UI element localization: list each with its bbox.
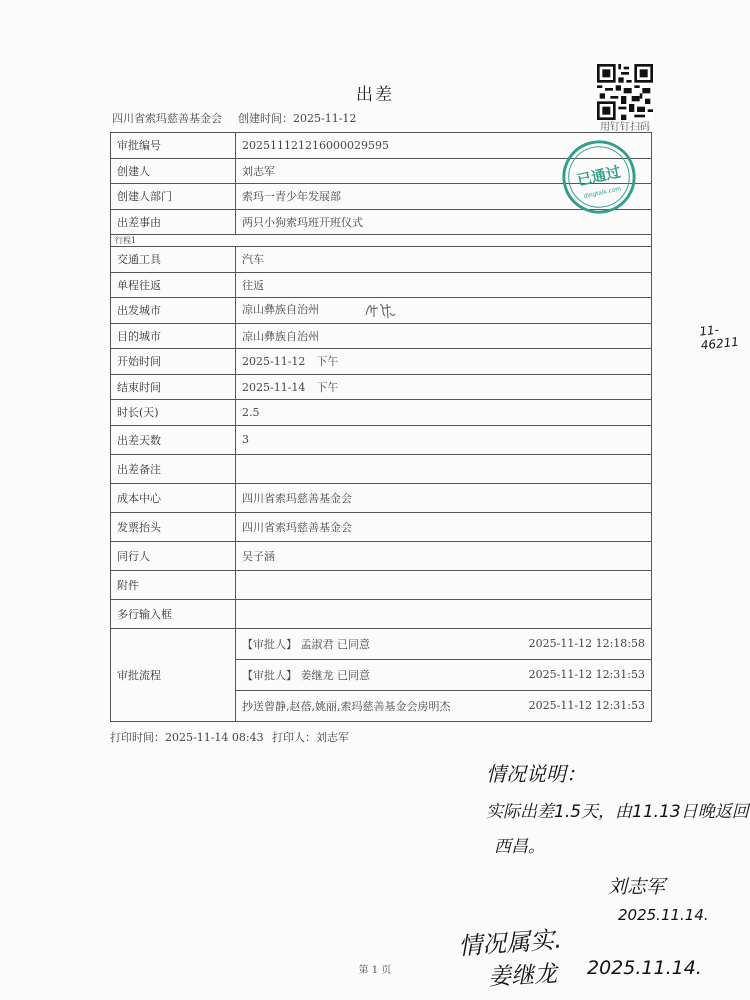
stamp-subtext: dingtalk.com: [583, 186, 622, 201]
print-time: 打印时间：2025-11-14 08:43: [110, 731, 264, 744]
itinerary-label: 行程1: [111, 235, 652, 247]
field-label: 同行人: [111, 541, 236, 570]
form-row: [111, 512, 652, 541]
field-label: 开始时间: [111, 349, 236, 375]
created-time: 创建时间：2025-11-12: [238, 112, 357, 125]
field-value: 2025-11-12 下午: [236, 349, 652, 375]
form-row: [111, 483, 652, 512]
field-label: 创建人部门: [111, 184, 236, 210]
handwritten-signature-1: 刘志军: [608, 876, 666, 898]
field-value: [236, 298, 652, 324]
form-row: [111, 599, 652, 628]
itinerary-header-row: [111, 235, 652, 247]
field-value: 四川省索玛慈善基金会: [236, 483, 652, 512]
handwritten-confirmation: 情况属实.: [457, 925, 563, 961]
approval-step: [236, 660, 651, 691]
field-value: 四川省索玛慈善基金会: [236, 512, 652, 541]
field-label: 发票抬头: [111, 512, 236, 541]
document-title: 出差: [356, 85, 394, 105]
approval-step-text: 抄送曾静,赵蓓,姚丽,索玛慈善基金会房明杰: [242, 699, 451, 713]
approval-flow-row: [111, 628, 652, 721]
approval-step-text: 【审批人】 孟淑君 已同意: [242, 637, 370, 651]
page-number: 第 1 页: [358, 965, 392, 976]
field-value: 两只小狗索玛班开班仪式: [236, 209, 652, 235]
form-row: [111, 541, 652, 570]
field-label: 出差事由: [111, 209, 236, 235]
form-row: [111, 400, 652, 426]
field-value: 刘志军: [236, 158, 652, 184]
qr-code-icon: [597, 64, 653, 120]
field-label: 交通工具: [111, 247, 236, 273]
form-row: [111, 425, 652, 454]
form-row: [111, 323, 652, 349]
field-label: 出发城市: [111, 298, 236, 324]
handwritten-date-1: 2025.11.14.: [618, 906, 709, 924]
field-value: [236, 570, 652, 599]
form-row: [111, 374, 652, 400]
field-label: 审批编号: [111, 133, 236, 159]
field-label: 单程往返: [111, 272, 236, 298]
field-label: 审批流程: [111, 628, 236, 721]
field-value: 往返: [236, 272, 652, 298]
approval-step: [236, 691, 651, 721]
field-value: 202511121216000029595: [236, 133, 652, 159]
approved-stamp: [553, 131, 646, 224]
field-value: 索玛一青少年发展部: [236, 184, 652, 210]
field-value: 凉山彝族自治州: [236, 323, 652, 349]
approval-step-time: 2025-11-12 12:31:53: [528, 668, 645, 681]
print-person: 打印人：刘志军: [272, 731, 349, 744]
approval-step-time: 2025-11-12 12:31:53: [528, 699, 645, 712]
field-value: 3: [236, 425, 652, 454]
approval-step-text: 【审批人】 姜继龙 已同意: [242, 668, 370, 682]
handwritten-signature-2: 姜继龙: [487, 961, 558, 991]
approval-step: [236, 629, 651, 660]
form-row: [111, 298, 652, 324]
field-label: 出差天数: [111, 425, 236, 454]
field-value: [236, 599, 652, 628]
form-row: [111, 272, 652, 298]
form-row: [111, 454, 652, 483]
field-value: [236, 454, 652, 483]
margin-handwritten-note: 11-46211: [698, 322, 740, 353]
handwritten-date-2: 2025.11.14.: [587, 957, 702, 979]
approval-flow-cell: [236, 628, 652, 721]
qr-caption: 用钉钉扫码: [600, 122, 650, 133]
field-value: 2025-11-14 下午: [236, 374, 652, 400]
org-name: 四川省索玛慈善基金会: [112, 112, 222, 125]
form-row: [111, 247, 652, 273]
handwritten-line-1: 实际出差1.5天，由11.13日晚返回: [486, 802, 749, 822]
field-value: 2.5: [236, 400, 652, 426]
field-label: 成本中心: [111, 483, 236, 512]
field-label: 时长(天): [111, 400, 236, 426]
field-label: 创建人: [111, 158, 236, 184]
field-label: 多行输入框: [111, 599, 236, 628]
field-label: 附件: [111, 570, 236, 599]
field-label: 目的城市: [111, 323, 236, 349]
field-value: 吴子涵: [236, 541, 652, 570]
form-row: [111, 570, 652, 599]
departure-city: 凉山彝族自治州: [242, 303, 319, 317]
handwritten-line-2: 西昌。: [494, 837, 545, 857]
field-value: 汽车: [236, 247, 652, 273]
field-label: 结束时间: [111, 374, 236, 400]
field-label: 出差备注: [111, 454, 236, 483]
stamp-text: 已通过: [575, 163, 623, 190]
signature-initials-scribble: [363, 299, 397, 321]
form-row: [111, 349, 652, 375]
approval-step-time: 2025-11-12 12:18:58: [528, 637, 645, 650]
handwritten-heading: 情况说明：: [486, 762, 586, 786]
